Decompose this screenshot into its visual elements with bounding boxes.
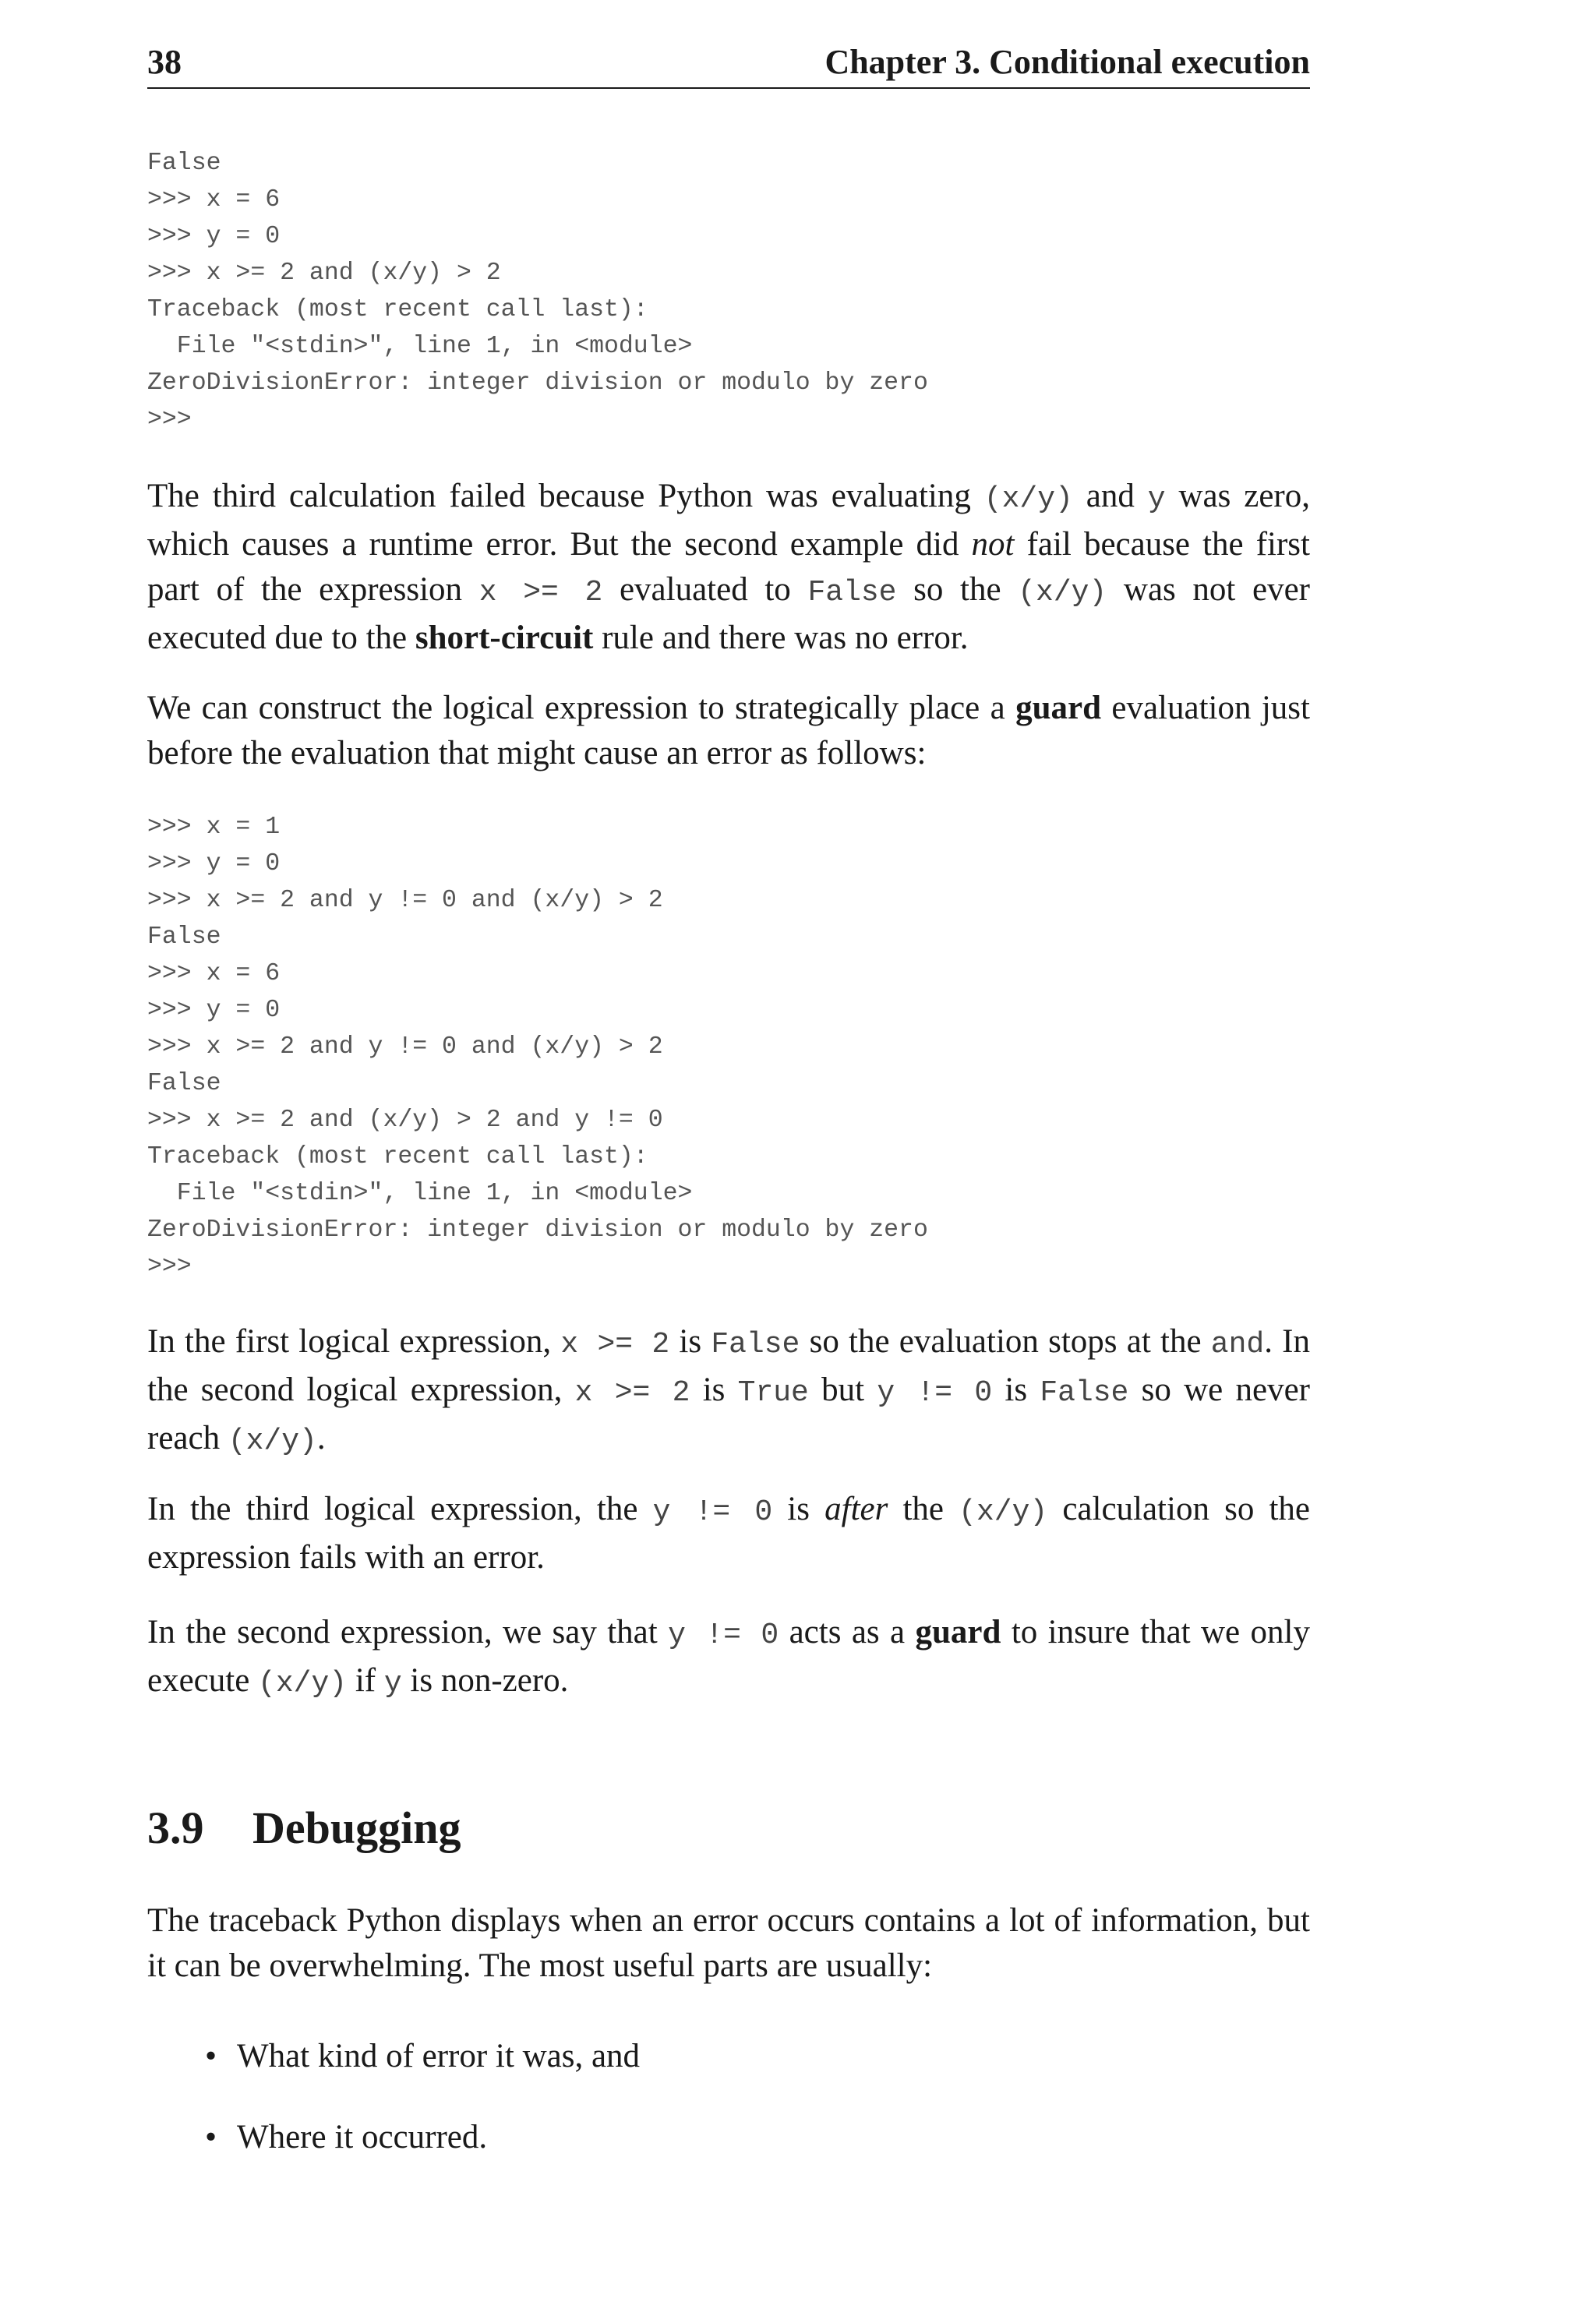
list-item: • Where it occurred. — [147, 2115, 640, 2196]
chapter-title: Chapter 3. Conditional execution — [824, 43, 1310, 81]
section-number: 3.9 — [147, 1802, 204, 1853]
paragraph-traceback-info: The traceback Python displays when an error occurs contains a lot of information, but it can be overwhelming. The most useful parts are usually: — [147, 1902, 1310, 1984]
bullet-icon: • — [205, 2119, 217, 2155]
running-header — [147, 42, 1310, 89]
paragraph-first-second-expression: In the first logical expression, x >= 2 is False so the evaluation stops at the and. In the second logical expression, x >= 2 is True but y != 0 is False so we never reach (x/y). — [147, 1323, 1310, 1458]
paragraph-guard-intro: We can construct the logical expression to strategically place a guard evaluation just before the evaluation that might cause an error as follows: — [147, 690, 1310, 771]
paragraph-third-expression: In the third logical expression, the y != 0 is after the (x/y) calculation so the expression fails with an error. — [147, 1491, 1310, 1576]
section-title: Debugging — [252, 1802, 461, 1853]
term-guard-2: guard — [915, 1614, 1001, 1651]
bullet-icon: • — [205, 2038, 217, 2074]
page-number: 38 — [147, 43, 182, 81]
paragraph-short-circuit: The third calculation failed because Python was evaluating (x/y) and y was zero, which causes a runtime error. But the second example did not fail because the first part of the expression x >= 2 evaluated to False so the (x/y) was not ever executed due to the short-circuit rule and there was no error. — [147, 478, 1311, 656]
paragraph-guard-explanation: In the second expression, we say that y != 0 acts as a guard to insure that we only execute (x/y) if y is non-zero. — [147, 1614, 1310, 1700]
code-block-traceback: False >>> x = 6 >>> y = 0 >>> x >= 2 and (x/y) > 2 Traceback (most recent call last): File "<stdin>", line 1, in <module> ZeroDivisionError: integer division or modulo by zero >>> — [147, 150, 928, 433]
list-item: • What kind of error it was, and — [147, 2034, 640, 2115]
term-short-circuit: short-circuit — [415, 620, 594, 656]
term-guard: guard — [1015, 690, 1102, 726]
section-heading-debugging — [147, 1802, 461, 1854]
code-block-guard-example: >>> x = 1 >>> y = 0 >>> x >= 2 and y != 0 and (x/y) > 2 False >>> x = 6 >>> y = 0 >>> x >= 2 and y != 0 and (x/y) > 2 False >>> x >= 2 and (x/y) > 2 and y != 0 Traceback (most recent call last): File "<stdin>", line 1, in <module> ZeroDivisionError: integer division or modulo by zero >>> — [147, 814, 928, 1280]
bullet-list — [147, 2034, 640, 2196]
